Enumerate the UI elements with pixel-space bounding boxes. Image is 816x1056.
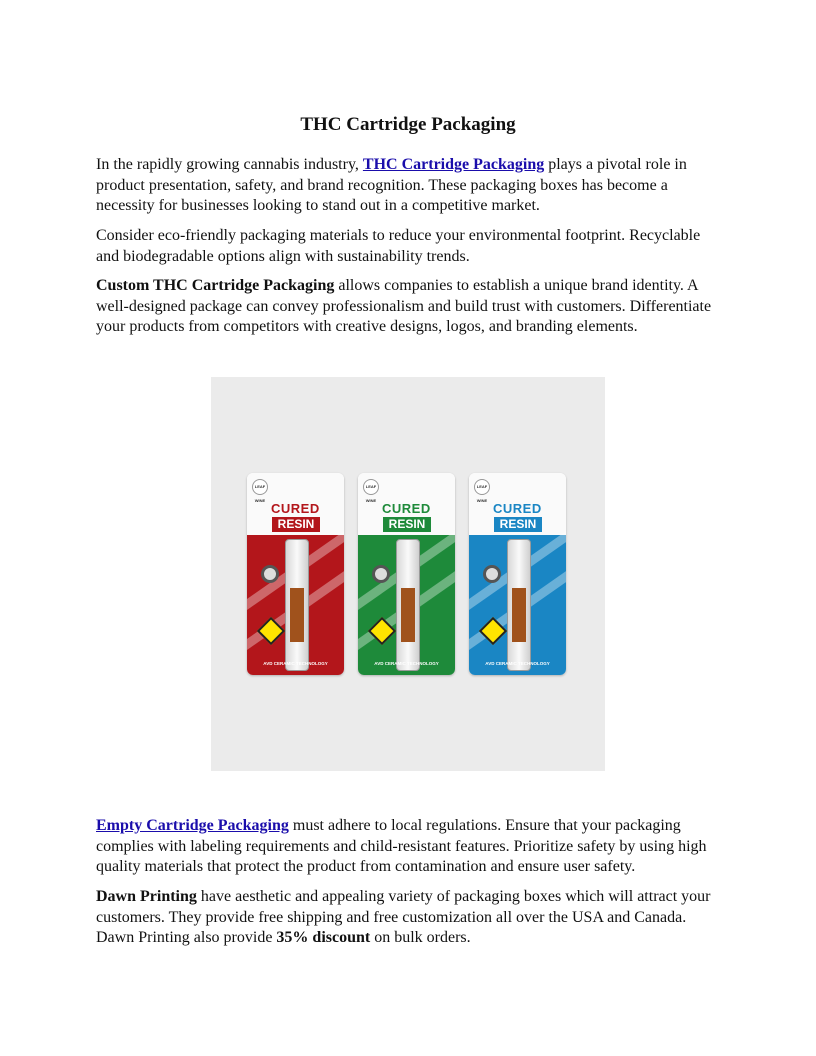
card-footer: AVD CERAMIC TECHNOLOGY [263,661,328,666]
resin-label: RESIN [383,517,431,532]
bold-phrase: Custom THC Cartridge Packaging [96,277,335,294]
card-header [469,473,566,535]
text-span: allows companies to establish a unique brand identity. A well-designed package can convey professionalism and build trust with customers. Differentiate your products from competitors with creative designs, logos, and branding elements. [96,277,712,335]
empty-cartridge-packaging-link[interactable]: Empty Cartridge Packaging [96,817,289,834]
card-body [469,535,566,675]
thc-cartridge-packaging-link[interactable]: THC Cartridge Packaging [362,156,545,173]
leaf-wine-badge: LEAF WINE [363,479,379,495]
oil-fill [512,588,526,642]
cured-logo: CURED [493,501,542,516]
cartridge-window [507,539,531,671]
card-footer: AVD CERAMIC TECHNOLOGY [374,661,439,666]
oil-fill [401,588,415,642]
cartridge-window [396,539,420,671]
paragraph-eco: Consider eco-friendly packaging materials to reduce your environmental footprint. Recyclable and biodegradable options align with sustainability trends. [96,227,701,265]
resin-label: RESIN [272,517,320,532]
card-footer: AVD CERAMIC TECHNOLOGY [485,661,550,666]
text-span: have aesthetic and appealing variety of packaging boxes which will attract your customers. They provide free shipping and free customization all over the USA and Canada. Dawn Printing also provide [96,888,711,946]
leaf-wine-badge: LEAF WINE [252,479,268,495]
text-span: plays a pivotal role in product presentation, safety, and brand recognition. These packaging boxes has become a necessity for businesses looking to stand out in a competitive market. [96,156,687,214]
cured-logo: CURED [382,501,431,516]
page-title: THC Cartridge Packaging [300,114,516,135]
text-span: must adhere to local regulations. Ensure that your packaging complies with labeling requirements and child-resistant features. Prioritize safety by using high quality materials that protect the product from contamination and ensure user safety. [96,817,707,875]
leaf-wine-badge: LEAF WINE [474,479,490,495]
cartridge-window [285,539,309,671]
paragraph-custom [96,276,720,338]
card-body [358,535,455,675]
paragraph-dawn-printing [96,887,720,949]
cartridge-card-green [358,473,455,675]
text-span: on bulk orders. [370,929,471,946]
card-body [247,535,344,675]
ceramic-icon [261,565,279,583]
product-image [211,377,605,771]
card-header [247,473,344,535]
paragraph-intro [96,155,720,217]
text-span: In the rapidly growing cannabis industry, [96,156,363,173]
resin-label: RESIN [494,517,542,532]
ceramic-icon [483,565,501,583]
oil-fill [290,588,304,642]
bold-phrase: Dawn Printing [96,888,197,905]
ceramic-icon [372,565,390,583]
cured-logo: CURED [271,501,320,516]
cartridge-card-red [247,473,344,675]
cartridge-card-blue [469,473,566,675]
discount-highlight: 35% discount [276,929,371,946]
paragraph-empty-cartridge [96,816,720,878]
card-header [358,473,455,535]
